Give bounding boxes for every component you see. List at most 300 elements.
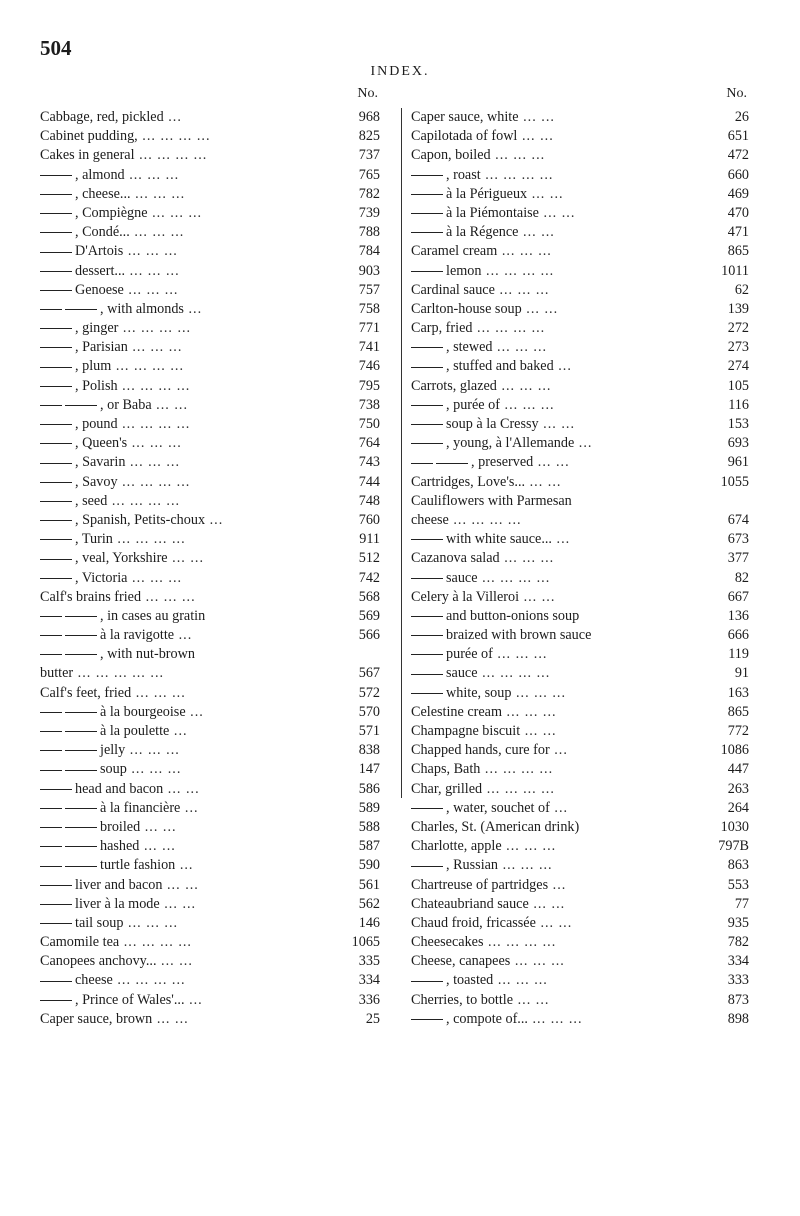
entry-heading (411, 492, 707, 511)
entry-leader: ... ... ... (494, 281, 550, 298)
entry-number: 760 (358, 511, 380, 528)
entry-number: 469 (727, 185, 749, 202)
ditto-dash (40, 846, 62, 847)
index-entry (411, 492, 749, 511)
entry-number: 693 (727, 435, 749, 452)
entry-heading (40, 434, 338, 453)
entry-leader: ... ... ... (493, 972, 548, 989)
entry-number: 873 (727, 991, 749, 1008)
entry-heading (411, 242, 707, 261)
entry-number: 273 (727, 339, 749, 356)
ditto-dash (65, 866, 97, 867)
entry-number: 335 (358, 953, 380, 970)
ditto-dash (411, 405, 443, 406)
entry-leader: ... ... ... ... (134, 147, 208, 164)
entry-number: 569 (358, 607, 380, 624)
index-entry (40, 760, 380, 779)
entry-heading (40, 895, 338, 914)
entry-text: lemon (446, 262, 482, 279)
index-entry (411, 319, 749, 338)
entry-heading (40, 127, 338, 146)
entry-number: 1030 (720, 818, 749, 835)
entry-number: 566 (358, 627, 380, 644)
entry-number: 863 (727, 857, 749, 874)
entry-number: 743 (358, 454, 380, 471)
entry-text: Cauliflowers with Parmesan (411, 492, 572, 509)
ditto-dash (40, 712, 62, 713)
ditto-dash (411, 808, 443, 809)
entry-text: à la poulette (100, 723, 170, 739)
ditto-dash (40, 328, 72, 329)
entry-text: , Savoy (75, 473, 118, 490)
entry-leader: ... ... ... (127, 435, 182, 452)
entry-text: Caramel cream (411, 243, 498, 260)
index-entry (40, 108, 380, 127)
entry-heading (411, 146, 707, 165)
entry-text: Cabinet pudding, (40, 128, 138, 145)
ditto-dash (40, 904, 72, 905)
entry-text: , cheese... (75, 185, 131, 202)
entry-leader: ... ... ... ... (480, 761, 554, 778)
entry-text: broiled (100, 818, 141, 835)
entry-text: à la Régence (446, 224, 519, 241)
ditto-dash (411, 424, 443, 425)
ditto-dash (40, 386, 72, 387)
entry-heading (40, 166, 338, 185)
entry-heading (411, 338, 707, 357)
entry-leader: ... ... ... ... (448, 511, 522, 528)
entry-text: sauce (446, 569, 478, 586)
index-entry (411, 262, 749, 281)
entry-number: 771 (358, 320, 380, 337)
index-entry (40, 242, 380, 261)
entry-text: Calf's feet, fried (40, 684, 132, 701)
entry-text: à la ravigotte (100, 627, 175, 644)
ditto-dash (40, 367, 72, 368)
entry-text: Cardinal sauce (411, 281, 495, 298)
entry-leader: ... ... (140, 818, 177, 835)
index-entry (40, 338, 380, 357)
ditto-dash (40, 271, 72, 272)
entry-leader: ... ... ... (490, 147, 546, 164)
entry-heading (411, 741, 707, 760)
entry-text: Capon, boiled (411, 147, 491, 164)
entry-heading (411, 722, 707, 741)
ditto-dash (65, 635, 97, 636)
index-entry (411, 473, 749, 492)
index-entry (40, 933, 380, 952)
entry-number: 765 (358, 166, 380, 183)
entry-leader: ... ... ... (510, 953, 565, 970)
index-entry (40, 626, 380, 645)
entry-number: 772 (727, 723, 749, 739)
ditto-dash (411, 271, 443, 272)
entry-heading (40, 1010, 338, 1029)
entry-leader: ... ... (159, 895, 197, 912)
entry-heading (411, 780, 707, 799)
entry-text: , young, à l'Allemande (446, 435, 575, 452)
entry-leader: ... ... (538, 204, 576, 221)
index-entry (40, 856, 380, 875)
ditto-dash (40, 424, 72, 425)
entry-text: , with nut-brown (100, 646, 195, 663)
ditto-dash (40, 616, 62, 617)
entry-text: , toasted (446, 972, 494, 989)
entry-heading (411, 415, 707, 434)
ditto-dash (40, 539, 72, 540)
ditto-dash (40, 175, 72, 176)
entry-heading (40, 357, 338, 376)
ditto-dash (40, 923, 72, 924)
entry-number: 377 (727, 550, 749, 567)
entry-leader: ... ... (518, 109, 555, 125)
entry-leader: ... ... (520, 723, 557, 739)
entry-heading (411, 664, 707, 683)
entry-heading (40, 300, 338, 319)
entry-heading (411, 760, 707, 779)
entry-number: 903 (358, 262, 380, 279)
index-entry (411, 991, 749, 1010)
entry-text: Capilotada of fowl (411, 128, 518, 145)
entry-number: 116 (728, 396, 749, 413)
entry-text: , plum (75, 358, 112, 375)
entry-text: soup à la Cressy (446, 416, 539, 432)
ditto-dash (411, 674, 443, 675)
entry-number: 742 (358, 569, 380, 586)
entry-heading (40, 204, 338, 223)
entry-leader: ... ... ... (147, 204, 203, 221)
entry-text: , almond (75, 166, 125, 183)
entry-text: Cheesecakes (411, 934, 484, 951)
entry-heading (411, 262, 707, 281)
entry-heading (411, 1010, 707, 1029)
index-entry (40, 588, 380, 607)
index-entry (411, 607, 749, 626)
index-entry (411, 569, 749, 588)
entries-left (40, 108, 380, 1029)
entry-heading (40, 703, 338, 722)
entry-heading (40, 415, 338, 434)
index-entry (40, 741, 380, 760)
entry-text: , Turin (75, 531, 113, 548)
entry-number: 119 (728, 646, 749, 663)
entry-text: , Compiègne (75, 204, 148, 221)
ditto-dash (40, 501, 72, 502)
index-entry (40, 569, 380, 588)
entry-number: 748 (358, 492, 380, 509)
entry-text: à la financière (100, 799, 181, 816)
entry-heading (411, 837, 707, 856)
index-entry (40, 127, 380, 146)
entry-number: 825 (358, 128, 380, 145)
entry-text: Cherries, to bottle (411, 991, 514, 1008)
entry-leader: ... ... ... (125, 262, 180, 279)
entry-leader: ... ... (538, 416, 575, 432)
entry-heading (411, 626, 707, 645)
entry-heading (411, 473, 707, 492)
entry-number: 25 (365, 1010, 380, 1027)
index-entry (411, 549, 749, 568)
entry-heading (40, 876, 338, 895)
entry-leader: ... ... ... (502, 703, 557, 720)
index-entry (411, 300, 749, 319)
index-entry (40, 549, 380, 568)
entry-text: Carrots, glazed (411, 377, 497, 394)
entry-number: 674 (727, 511, 749, 528)
entry-number: 572 (358, 684, 380, 701)
entry-leader: ... ... ... (123, 914, 179, 931)
entry-text: with white sauce... (446, 531, 552, 548)
entry-leader: ... (184, 991, 203, 1008)
entry-text: purée of (446, 646, 493, 663)
entry-number: 561 (358, 876, 380, 893)
entry-leader: ... (205, 511, 224, 528)
entries-right (411, 108, 749, 1029)
entry-leader: ... (185, 703, 204, 720)
entry-heading (411, 952, 707, 971)
ditto-dash (411, 866, 443, 867)
entry-text: D'Artois (75, 243, 124, 260)
index-entry (40, 357, 380, 376)
index-entry (40, 780, 380, 799)
index-entry (40, 664, 380, 683)
entry-text: cheese (411, 511, 449, 528)
index-entry (411, 338, 749, 357)
ditto-dash (65, 616, 97, 617)
entry-number: 562 (358, 895, 380, 912)
ditto-dash (436, 463, 468, 464)
entry-leader: ... ... ... (125, 742, 180, 759)
ditto-dash (411, 654, 443, 655)
ditto-dash (40, 194, 72, 195)
entry-leader: ... ... ... (123, 281, 179, 298)
entry-number: 788 (358, 224, 380, 241)
index-entry (411, 626, 749, 645)
ditto-dash (40, 731, 62, 732)
ditto-dash (411, 539, 443, 540)
entry-text: Cabbage, red, pickled (40, 109, 164, 125)
entry-heading (411, 876, 707, 895)
entry-leader: ... ... (519, 588, 556, 605)
entry-leader: ... ... ... (511, 684, 566, 701)
index-entry (411, 146, 749, 165)
entry-leader: ... (174, 627, 193, 644)
index-entry (411, 396, 749, 415)
ditto-dash (40, 213, 72, 214)
entry-leader: ... ... ... ... (112, 531, 186, 548)
entry-leader: ... (548, 876, 567, 893)
entry-heading (40, 664, 338, 683)
entry-number: 1086 (720, 742, 749, 759)
ditto-dash (40, 290, 72, 291)
index-entry (40, 971, 380, 990)
entry-heading (40, 549, 338, 568)
index-entry (40, 185, 380, 204)
entry-number: 553 (727, 876, 749, 893)
entry-number: 737 (358, 147, 380, 164)
entry-leader: ... ... (528, 895, 566, 912)
ditto-dash (40, 654, 62, 655)
entry-heading (411, 799, 707, 818)
entry-text: Caper sauce, brown (40, 1010, 153, 1027)
entry-leader: ... ... ... ... (483, 934, 557, 951)
entry-leader: ... ... ... (141, 588, 196, 605)
entry-leader: ... ... (527, 185, 564, 202)
entry-heading (411, 645, 707, 664)
entry-text: and button-onions soup (446, 607, 580, 624)
entry-heading (411, 511, 707, 530)
entry-leader: ... ... ... (129, 224, 185, 241)
ditto-dash (411, 213, 443, 214)
entry-number: 865 (727, 703, 749, 720)
ditto-dash (40, 635, 62, 636)
entry-text: jelly (100, 742, 126, 759)
entry-leader: ... (549, 799, 569, 816)
entry-leader: ... ... (156, 953, 193, 970)
entry-leader: ... ... (533, 454, 570, 471)
entry-number: 746 (358, 358, 380, 375)
entry-heading (411, 300, 707, 319)
ditto-dash (411, 232, 443, 233)
entry-text: , purée of (446, 396, 500, 413)
entry-heading (411, 319, 707, 338)
entry-number: 470 (727, 204, 749, 221)
entry-heading (40, 722, 338, 741)
index-entry (40, 146, 380, 165)
entry-text: turtle fashion (100, 857, 176, 874)
entry-number: 588 (358, 818, 380, 835)
index-entry (411, 703, 749, 722)
entry-heading (40, 741, 338, 760)
index-column-left (40, 86, 380, 1029)
entry-leader: ... ... ... ... (472, 320, 546, 337)
entry-number: 586 (358, 780, 380, 797)
entry-text: , Savarin (75, 454, 126, 471)
index-entry (411, 434, 749, 453)
entry-leader: ... ... ... (123, 243, 178, 260)
entry-heading (40, 108, 338, 127)
entry-text: Chartreuse of partridges (411, 876, 549, 893)
entry-leader: ... ... (521, 300, 559, 317)
entry-leader: ... ... ... (527, 1010, 583, 1027)
index-entry (40, 492, 380, 511)
entry-heading (40, 780, 338, 799)
entry-number: 757 (358, 281, 380, 298)
entry-leader: ... ... ... ... (117, 416, 191, 432)
ditto-dash (411, 443, 443, 444)
entry-text: , ginger (75, 320, 119, 337)
entry-leader: ... ... ... (131, 684, 186, 701)
entry-text: , pound (75, 416, 118, 432)
entry-heading (40, 530, 338, 549)
entry-leader: ... ... ... (127, 339, 183, 356)
entry-heading (40, 453, 338, 472)
entry-number: 77 (734, 895, 749, 912)
entry-heading (40, 588, 338, 607)
column-header-right: No. (726, 86, 747, 101)
entry-leader: ... ... (152, 1010, 189, 1027)
entry-text: Carp, fried (411, 320, 473, 337)
index-entry (411, 377, 749, 396)
entry-leader: ... ... ... ... (137, 128, 211, 145)
ditto-dash (411, 194, 443, 195)
ditto-dash (411, 981, 443, 982)
entry-text: cheese (75, 972, 113, 989)
index-entry (40, 991, 380, 1010)
index-entry (40, 281, 380, 300)
entry-number: 797B (718, 838, 749, 855)
ditto-dash (40, 463, 72, 464)
entry-heading (40, 492, 338, 511)
ditto-dash (65, 770, 97, 771)
index-entry (40, 319, 380, 338)
index-entry (40, 645, 380, 664)
entry-number: 105 (727, 377, 749, 394)
ditto-dash (40, 252, 72, 253)
entry-heading (411, 127, 707, 146)
ditto-dash (40, 578, 72, 579)
index-entry (40, 166, 380, 185)
entry-number: 567 (358, 665, 380, 682)
entry-heading (411, 856, 707, 875)
entry-heading (40, 607, 338, 626)
entry-leader: ... ... ... (492, 646, 548, 663)
index-entry (411, 895, 749, 914)
entry-leader: ... ... ... (497, 243, 552, 260)
entry-text: , Russian (446, 857, 499, 874)
entry-leader: ... ... ... (499, 550, 555, 567)
entry-heading (40, 281, 338, 300)
entry-leader: ... ... (162, 876, 199, 893)
entry-number: 334 (358, 972, 380, 989)
index-entry (40, 895, 380, 914)
entry-heading (411, 204, 707, 223)
entry-leader: ... ... ... ... (480, 166, 554, 183)
entry-heading (411, 933, 707, 952)
ditto-dash (411, 1019, 443, 1020)
entry-text: , Prince of Wales'... (75, 991, 185, 1008)
entry-text: Chaud froid, fricassée (411, 914, 536, 931)
index-entry (40, 914, 380, 933)
entry-number: 898 (727, 1010, 749, 1027)
entry-number: 1011 (721, 262, 749, 279)
entry-number: 865 (727, 243, 749, 260)
entry-text: , preserved (471, 454, 534, 471)
index-entry (40, 204, 380, 223)
ditto-dash (65, 405, 97, 406)
entry-leader: ... ... ... ... (111, 358, 185, 375)
entry-leader: ... ... (525, 473, 562, 490)
index-entry (411, 204, 749, 223)
index-entry (40, 300, 380, 319)
entry-text: sauce (446, 665, 478, 682)
entry-number: 782 (358, 185, 380, 202)
ditto-dash (65, 750, 97, 751)
entry-text: , compote of... (446, 1010, 528, 1027)
entry-text: , Condé... (75, 224, 130, 241)
entry-heading (411, 453, 707, 472)
entry-heading (411, 569, 707, 588)
entry-heading (411, 166, 707, 185)
entry-number: 651 (727, 128, 749, 145)
entry-text: à la Piémontaise (446, 204, 539, 221)
index-entry (411, 837, 749, 856)
entry-number: 673 (727, 531, 749, 548)
entry-number: 741 (358, 339, 380, 356)
entry-number: 568 (358, 588, 380, 605)
index-entry (411, 357, 749, 376)
entry-text: , or Baba (100, 396, 152, 413)
